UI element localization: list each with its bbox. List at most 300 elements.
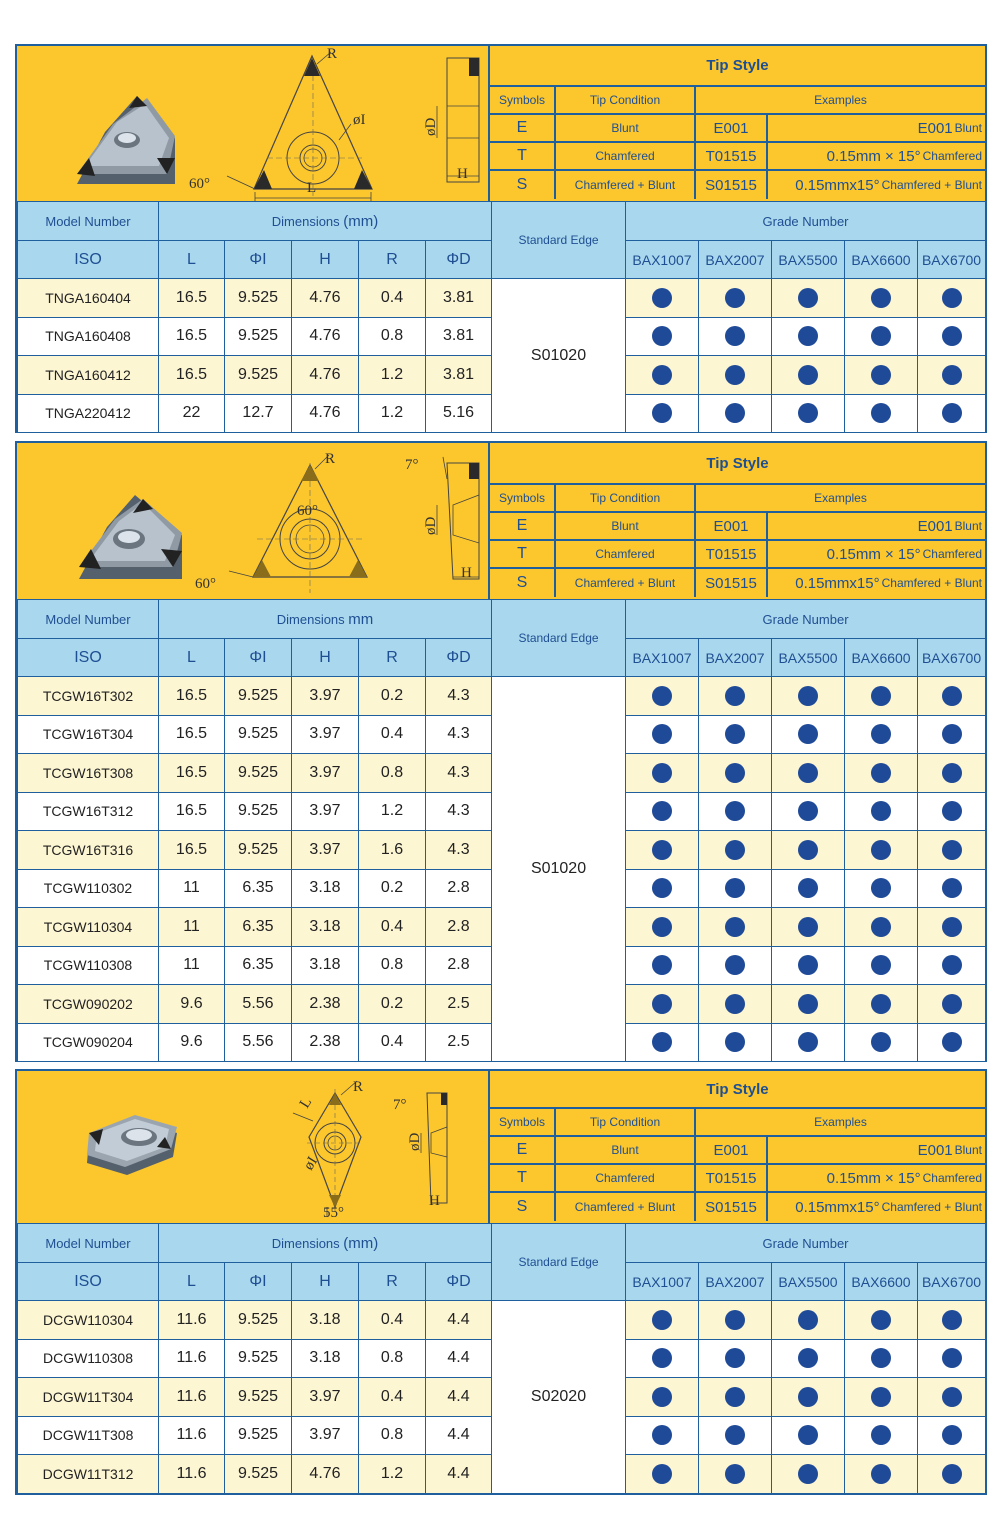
grade-availability-cell bbox=[626, 869, 699, 908]
iso-header: ISO bbox=[18, 241, 159, 279]
available-dot-icon bbox=[652, 840, 672, 860]
grade-availability-cell bbox=[845, 1416, 918, 1455]
dim-cell: 1.6 bbox=[359, 831, 426, 870]
grade-availability-cell bbox=[845, 394, 918, 433]
available-dot-icon bbox=[725, 955, 745, 975]
section-tnga bbox=[15, 44, 987, 433]
model-cell: TCGW090204 bbox=[18, 1023, 159, 1062]
dim-cell: 0.4 bbox=[359, 279, 426, 318]
dim-col-header: L bbox=[159, 1263, 225, 1301]
available-dot-icon bbox=[725, 1387, 745, 1407]
available-dot-icon bbox=[942, 1464, 962, 1484]
grade-availability-cell bbox=[845, 1301, 918, 1340]
dim-col-header: ΦI bbox=[225, 639, 292, 677]
grade-number-header: Grade Number bbox=[626, 202, 986, 241]
model-cell: TCGW090202 bbox=[18, 985, 159, 1024]
tip-condition: Chamfered bbox=[556, 541, 696, 567]
grade-availability-cell bbox=[845, 946, 918, 985]
insert-diagram-svg bbox=[17, 46, 488, 201]
grade-availability-cell bbox=[699, 1301, 772, 1340]
tip-style-title: Tip Style bbox=[706, 454, 769, 472]
available-dot-icon bbox=[871, 1464, 891, 1484]
dim-cell: 11 bbox=[159, 946, 225, 985]
dim-cell: 0.8 bbox=[359, 754, 426, 793]
available-dot-icon bbox=[798, 288, 818, 308]
available-dot-icon bbox=[725, 326, 745, 346]
grade-availability-cell bbox=[699, 317, 772, 356]
available-dot-icon bbox=[725, 763, 745, 783]
available-dot-icon bbox=[798, 1387, 818, 1407]
grade-availability-cell bbox=[918, 754, 986, 793]
dim-cell: 3.18 bbox=[292, 1339, 359, 1378]
tip-row-s bbox=[490, 171, 985, 199]
dim-cell: 3.97 bbox=[292, 831, 359, 870]
insert-drawing bbox=[17, 1071, 490, 1223]
available-dot-icon bbox=[652, 365, 672, 385]
dim-cell: 9.6 bbox=[159, 1023, 225, 1062]
dim-cell: 5.56 bbox=[225, 985, 292, 1024]
tip-symbol: S bbox=[490, 1193, 556, 1221]
available-dot-icon bbox=[652, 1387, 672, 1407]
dim-cell: 16.5 bbox=[159, 677, 225, 716]
grade-availability-cell bbox=[626, 677, 699, 716]
iso-header: ISO bbox=[18, 1263, 159, 1301]
radius-label: R bbox=[353, 1079, 364, 1095]
model-cell: TNGA160408 bbox=[18, 317, 159, 356]
available-dot-icon bbox=[942, 326, 962, 346]
available-dot-icon bbox=[798, 1425, 818, 1445]
available-dot-icon bbox=[725, 1310, 745, 1330]
dim-cell: 11.6 bbox=[159, 1455, 225, 1494]
grade-availability-cell bbox=[772, 792, 845, 831]
tip-condition-header: Tip Condition bbox=[556, 485, 696, 511]
grade-availability-cell bbox=[626, 792, 699, 831]
available-dot-icon bbox=[798, 955, 818, 975]
dim-col-header: ΦD bbox=[426, 1263, 492, 1301]
dim-cell: 9.525 bbox=[225, 1301, 292, 1340]
grade-availability-cell bbox=[845, 1378, 918, 1417]
model-cell: TCGW16T304 bbox=[18, 715, 159, 754]
dim-cell: 9.525 bbox=[225, 1455, 292, 1494]
dim-cell: 2.8 bbox=[426, 869, 492, 908]
dim-cell: 9.6 bbox=[159, 985, 225, 1024]
model-cell: TCGW110308 bbox=[18, 946, 159, 985]
dim-cell: 4.76 bbox=[292, 1455, 359, 1494]
dim-col-header: ΦI bbox=[225, 1263, 292, 1301]
grade-availability-cell bbox=[626, 1455, 699, 1494]
dimensions-label: Dimensions bbox=[271, 213, 344, 229]
dim-cell: 0.2 bbox=[359, 985, 426, 1024]
dim-col-header: L bbox=[159, 241, 225, 279]
grade-availability-cell bbox=[626, 394, 699, 433]
dim-cell: 9.525 bbox=[225, 1378, 292, 1417]
available-dot-icon bbox=[871, 840, 891, 860]
grade-availability-cell bbox=[772, 1455, 845, 1494]
available-dot-icon bbox=[798, 326, 818, 346]
available-dot-icon bbox=[942, 840, 962, 860]
dim-cell: 9.525 bbox=[225, 677, 292, 716]
available-dot-icon bbox=[725, 878, 745, 898]
dim-cell: 0.8 bbox=[359, 1416, 426, 1455]
available-dot-icon bbox=[652, 917, 672, 937]
available-dot-icon bbox=[942, 1310, 962, 1330]
grade-col-header: BAX5500 bbox=[772, 241, 845, 279]
dim-cell: 4.4 bbox=[426, 1378, 492, 1417]
dim-cell: 6.35 bbox=[225, 946, 292, 985]
grade-availability-cell bbox=[845, 317, 918, 356]
available-dot-icon bbox=[798, 917, 818, 937]
grade-col-header: BAX5500 bbox=[772, 639, 845, 677]
available-dot-icon bbox=[798, 365, 818, 385]
available-dot-icon bbox=[798, 763, 818, 783]
tip-condition: Chamfered + Blunt bbox=[556, 171, 696, 199]
tip-example-desc: 0.15mm × 15° Chamfered bbox=[826, 1169, 982, 1187]
tip-example-code: T01515 bbox=[696, 1165, 768, 1191]
grade-availability-cell bbox=[699, 831, 772, 870]
insert-3d-image bbox=[87, 1115, 177, 1175]
available-dot-icon bbox=[725, 1425, 745, 1445]
grade-availability-cell bbox=[918, 1023, 986, 1062]
grade-availability-cell bbox=[918, 985, 986, 1024]
available-dot-icon bbox=[942, 365, 962, 385]
available-dot-icon bbox=[942, 1348, 962, 1368]
available-dot-icon bbox=[798, 1032, 818, 1052]
grade-availability-cell bbox=[845, 356, 918, 395]
side-view bbox=[437, 457, 479, 579]
grade-availability-cell bbox=[626, 715, 699, 754]
available-dot-icon bbox=[798, 801, 818, 821]
available-dot-icon bbox=[871, 365, 891, 385]
tip-row-t bbox=[490, 1165, 985, 1193]
insert-drawing bbox=[17, 46, 490, 201]
available-dot-icon bbox=[725, 917, 745, 937]
dimensions-header bbox=[159, 1224, 492, 1263]
angle-label: 60° bbox=[189, 176, 210, 192]
grade-col-header: BAX6700 bbox=[918, 1263, 986, 1301]
dim-cell: 1.2 bbox=[359, 356, 426, 395]
dim-cell: 4.4 bbox=[426, 1339, 492, 1378]
side-view bbox=[421, 1093, 447, 1203]
grade-availability-cell bbox=[918, 356, 986, 395]
grade-availability-cell bbox=[918, 869, 986, 908]
diameter-label: øD bbox=[407, 1132, 423, 1151]
dim-col-header: ΦD bbox=[426, 639, 492, 677]
section-dcgw bbox=[15, 1069, 987, 1495]
relief-angle-label: 7° bbox=[393, 1097, 407, 1113]
model-cell: TCGW16T312 bbox=[18, 792, 159, 831]
tip-style-panel bbox=[490, 1071, 985, 1223]
spec-table bbox=[17, 201, 986, 433]
grade-availability-cell bbox=[772, 946, 845, 985]
dim-cell: 3.97 bbox=[292, 677, 359, 716]
available-dot-icon bbox=[652, 955, 672, 975]
grade-availability-cell bbox=[626, 1339, 699, 1378]
dim-cell: 4.4 bbox=[426, 1455, 492, 1494]
dim-cell: 0.4 bbox=[359, 1378, 426, 1417]
dim-cell: 2.38 bbox=[292, 1023, 359, 1062]
tip-row-s bbox=[490, 569, 985, 597]
dim-cell: 4.76 bbox=[292, 394, 359, 433]
dim-cell: 3.97 bbox=[292, 1416, 359, 1455]
dim-cell: 6.35 bbox=[225, 869, 292, 908]
standard-edge-cell: S01020 bbox=[492, 279, 626, 433]
model-cell: DCGW11T304 bbox=[18, 1378, 159, 1417]
dim-cell: 0.2 bbox=[359, 869, 426, 908]
dim-cell: 9.525 bbox=[225, 356, 292, 395]
grade-availability-cell bbox=[918, 1339, 986, 1378]
tip-example-desc: 0.15mmx15° Chamfered + Blunt bbox=[795, 176, 982, 194]
dim-cell: 0.2 bbox=[359, 677, 426, 716]
grade-availability-cell bbox=[772, 831, 845, 870]
dim-cell: 16.5 bbox=[159, 317, 225, 356]
tip-condition-header: Tip Condition bbox=[556, 87, 696, 113]
grade-availability-cell bbox=[772, 1378, 845, 1417]
dim-cell: 1.2 bbox=[359, 1455, 426, 1494]
dim-cell: 9.525 bbox=[225, 792, 292, 831]
symbols-header: Symbols bbox=[490, 1109, 556, 1135]
tip-row-s bbox=[490, 1193, 985, 1221]
grade-col-header: BAX6700 bbox=[918, 639, 986, 677]
model-cell: DCGW11T308 bbox=[18, 1416, 159, 1455]
dim-cell: 3.97 bbox=[292, 715, 359, 754]
available-dot-icon bbox=[871, 955, 891, 975]
dim-col-header: L bbox=[159, 639, 225, 677]
grade-availability-cell bbox=[918, 677, 986, 716]
dim-cell: 2.5 bbox=[426, 1023, 492, 1062]
available-dot-icon bbox=[871, 686, 891, 706]
grade-availability-cell bbox=[772, 279, 845, 318]
grade-availability-cell bbox=[626, 356, 699, 395]
available-dot-icon bbox=[725, 1464, 745, 1484]
tip-condition: Chamfered + Blunt bbox=[556, 569, 696, 597]
symbols-header: Symbols bbox=[490, 87, 556, 113]
grade-availability-cell bbox=[772, 356, 845, 395]
dim-cell: 3.81 bbox=[426, 356, 492, 395]
dim-cell: 5.16 bbox=[426, 394, 492, 433]
grade-availability-cell bbox=[626, 1416, 699, 1455]
grade-col-header: BAX6600 bbox=[845, 241, 918, 279]
tip-example-code: E001 bbox=[696, 513, 768, 539]
available-dot-icon bbox=[652, 1348, 672, 1368]
available-dot-icon bbox=[652, 1032, 672, 1052]
dim-cell: 3.18 bbox=[292, 946, 359, 985]
dim-cell: 0.4 bbox=[359, 1301, 426, 1340]
available-dot-icon bbox=[871, 403, 891, 423]
grade-availability-cell bbox=[699, 946, 772, 985]
grade-availability-cell bbox=[772, 394, 845, 433]
grade-col-header: BAX6600 bbox=[845, 1263, 918, 1301]
tip-symbol: E bbox=[490, 513, 556, 539]
grade-availability-cell bbox=[772, 1416, 845, 1455]
grade-availability-cell bbox=[845, 279, 918, 318]
model-cell: DCGW110304 bbox=[18, 1301, 159, 1340]
spec-table bbox=[17, 1223, 986, 1494]
tip-symbol: S bbox=[490, 569, 556, 597]
tip-condition: Blunt bbox=[556, 513, 696, 539]
grade-availability-cell bbox=[845, 869, 918, 908]
section-tcgw bbox=[15, 441, 987, 1062]
dim-cell: 0.4 bbox=[359, 908, 426, 947]
grade-availability-cell bbox=[699, 1378, 772, 1417]
available-dot-icon bbox=[942, 801, 962, 821]
diameter-label: øD bbox=[423, 516, 439, 535]
available-dot-icon bbox=[798, 403, 818, 423]
dimensions-header bbox=[159, 600, 492, 639]
grade-availability-cell bbox=[918, 831, 986, 870]
grade-availability-cell bbox=[918, 394, 986, 433]
tip-example-code: E001 bbox=[696, 1137, 768, 1163]
dim-col-header: H bbox=[292, 639, 359, 677]
dim-cell: 4.3 bbox=[426, 715, 492, 754]
dim-cell: 1.2 bbox=[359, 394, 426, 433]
grade-availability-cell bbox=[918, 715, 986, 754]
tip-symbol: E bbox=[490, 115, 556, 141]
radius-label: R bbox=[327, 46, 338, 62]
dim-cell: 4.76 bbox=[292, 317, 359, 356]
grade-availability-cell bbox=[626, 831, 699, 870]
dim-cell: 4.3 bbox=[426, 792, 492, 831]
grade-availability-cell bbox=[699, 356, 772, 395]
available-dot-icon bbox=[871, 878, 891, 898]
dim-cell: 11.6 bbox=[159, 1416, 225, 1455]
available-dot-icon bbox=[652, 403, 672, 423]
tip-example-code: E001 bbox=[696, 115, 768, 141]
available-dot-icon bbox=[652, 763, 672, 783]
grade-col-header: BAX6700 bbox=[918, 241, 986, 279]
grade-availability-cell bbox=[699, 985, 772, 1024]
grade-col-header: BAX6600 bbox=[845, 639, 918, 677]
available-dot-icon bbox=[725, 724, 745, 744]
tip-example-desc: 0.15mmx15° Chamfered + Blunt bbox=[795, 574, 982, 592]
dim-cell: 16.5 bbox=[159, 792, 225, 831]
dim-cell: 11.6 bbox=[159, 1339, 225, 1378]
dim-cell: 9.525 bbox=[225, 831, 292, 870]
triangle-top-view bbox=[227, 52, 372, 201]
standard-edge-cell: S01020 bbox=[492, 677, 626, 1062]
grade-availability-cell bbox=[772, 754, 845, 793]
available-dot-icon bbox=[871, 724, 891, 744]
examples-header: Examples bbox=[814, 491, 867, 505]
grade-availability-cell bbox=[699, 1455, 772, 1494]
tip-example-desc: 0.15mmx15° Chamfered + Blunt bbox=[795, 1198, 982, 1216]
dim-col-header: ΦI bbox=[225, 241, 292, 279]
available-dot-icon bbox=[871, 917, 891, 937]
diameter-label: øD bbox=[423, 117, 439, 136]
available-dot-icon bbox=[652, 1464, 672, 1484]
model-cell: DCGW11T312 bbox=[18, 1455, 159, 1494]
dim-cell: 3.18 bbox=[292, 1301, 359, 1340]
dim-cell: 4.3 bbox=[426, 831, 492, 870]
available-dot-icon bbox=[725, 1348, 745, 1368]
insert-3d-image bbox=[77, 96, 175, 184]
side-view bbox=[437, 58, 479, 182]
dim-cell: 3.81 bbox=[426, 317, 492, 356]
dim-cell: 11.6 bbox=[159, 1378, 225, 1417]
grade-availability-cell bbox=[699, 279, 772, 318]
grade-availability-cell bbox=[772, 677, 845, 716]
dim-col-header: R bbox=[359, 639, 426, 677]
dimensions-unit: (mm) bbox=[343, 212, 379, 230]
grade-availability-cell bbox=[626, 754, 699, 793]
dim-cell: 9.525 bbox=[225, 279, 292, 318]
dim-cell: 4.76 bbox=[292, 279, 359, 318]
tip-condition: Blunt bbox=[556, 1137, 696, 1163]
dim-col-header: ΦD bbox=[426, 241, 492, 279]
grade-availability-cell bbox=[772, 1301, 845, 1340]
available-dot-icon bbox=[871, 1310, 891, 1330]
tip-example-desc: 0.15mm × 15° Chamfered bbox=[826, 147, 982, 165]
dim-cell: 4.4 bbox=[426, 1301, 492, 1340]
tip-symbol: T bbox=[490, 1165, 556, 1191]
grade-availability-cell bbox=[918, 1416, 986, 1455]
grade-availability-cell bbox=[918, 1455, 986, 1494]
available-dot-icon bbox=[652, 288, 672, 308]
available-dot-icon bbox=[652, 1425, 672, 1445]
grade-availability-cell bbox=[845, 792, 918, 831]
dim-cell: 4.3 bbox=[426, 754, 492, 793]
available-dot-icon bbox=[942, 724, 962, 744]
top-area bbox=[17, 443, 985, 599]
available-dot-icon bbox=[725, 1032, 745, 1052]
available-dot-icon bbox=[725, 994, 745, 1014]
grade-availability-cell bbox=[699, 715, 772, 754]
available-dot-icon bbox=[942, 917, 962, 937]
tip-row-e bbox=[490, 115, 985, 143]
available-dot-icon bbox=[725, 365, 745, 385]
tip-example-code: S01515 bbox=[696, 1193, 768, 1221]
dimensions-unit: (mm) bbox=[343, 1234, 379, 1252]
grade-availability-cell bbox=[699, 792, 772, 831]
tip-example-code: T01515 bbox=[696, 143, 768, 169]
dimensions-label: Dimensions bbox=[271, 1235, 344, 1251]
grade-availability-cell bbox=[845, 985, 918, 1024]
grade-availability-cell bbox=[918, 792, 986, 831]
available-dot-icon bbox=[942, 1387, 962, 1407]
standard-edge-header: Standard Edge bbox=[492, 600, 626, 677]
tip-example-code: S01515 bbox=[696, 171, 768, 199]
available-dot-icon bbox=[871, 1348, 891, 1368]
grade-col-header: BAX5500 bbox=[772, 1263, 845, 1301]
symbols-header: Symbols bbox=[490, 485, 556, 511]
tip-example-code: T01515 bbox=[696, 541, 768, 567]
grade-availability-cell bbox=[699, 677, 772, 716]
available-dot-icon bbox=[871, 326, 891, 346]
grade-availability-cell bbox=[918, 1378, 986, 1417]
grade-availability-cell bbox=[626, 1023, 699, 1062]
standard-edge-header: Standard Edge bbox=[492, 202, 626, 279]
grade-availability-cell bbox=[626, 908, 699, 947]
dim-cell: 9.525 bbox=[225, 1339, 292, 1378]
available-dot-icon bbox=[725, 801, 745, 821]
model-number-header: Model Number bbox=[18, 1224, 159, 1263]
thickness-label: H bbox=[429, 1193, 440, 1209]
table-row bbox=[18, 279, 986, 318]
inner-angle-label: 60° bbox=[297, 503, 318, 519]
dim-cell: 2.5 bbox=[426, 985, 492, 1024]
dim-cell: 11 bbox=[159, 908, 225, 947]
grade-col-header: BAX2007 bbox=[699, 241, 772, 279]
dim-cell: 3.18 bbox=[292, 908, 359, 947]
available-dot-icon bbox=[942, 878, 962, 898]
grade-availability-cell bbox=[772, 1023, 845, 1062]
grade-number-header: Grade Number bbox=[626, 1224, 986, 1263]
iso-header: ISO bbox=[18, 639, 159, 677]
tip-symbol: S bbox=[490, 171, 556, 199]
dim-cell: 3.81 bbox=[426, 279, 492, 318]
tip-symbol: T bbox=[490, 143, 556, 169]
grade-availability-cell bbox=[699, 1023, 772, 1062]
tip-condition: Chamfered bbox=[556, 143, 696, 169]
